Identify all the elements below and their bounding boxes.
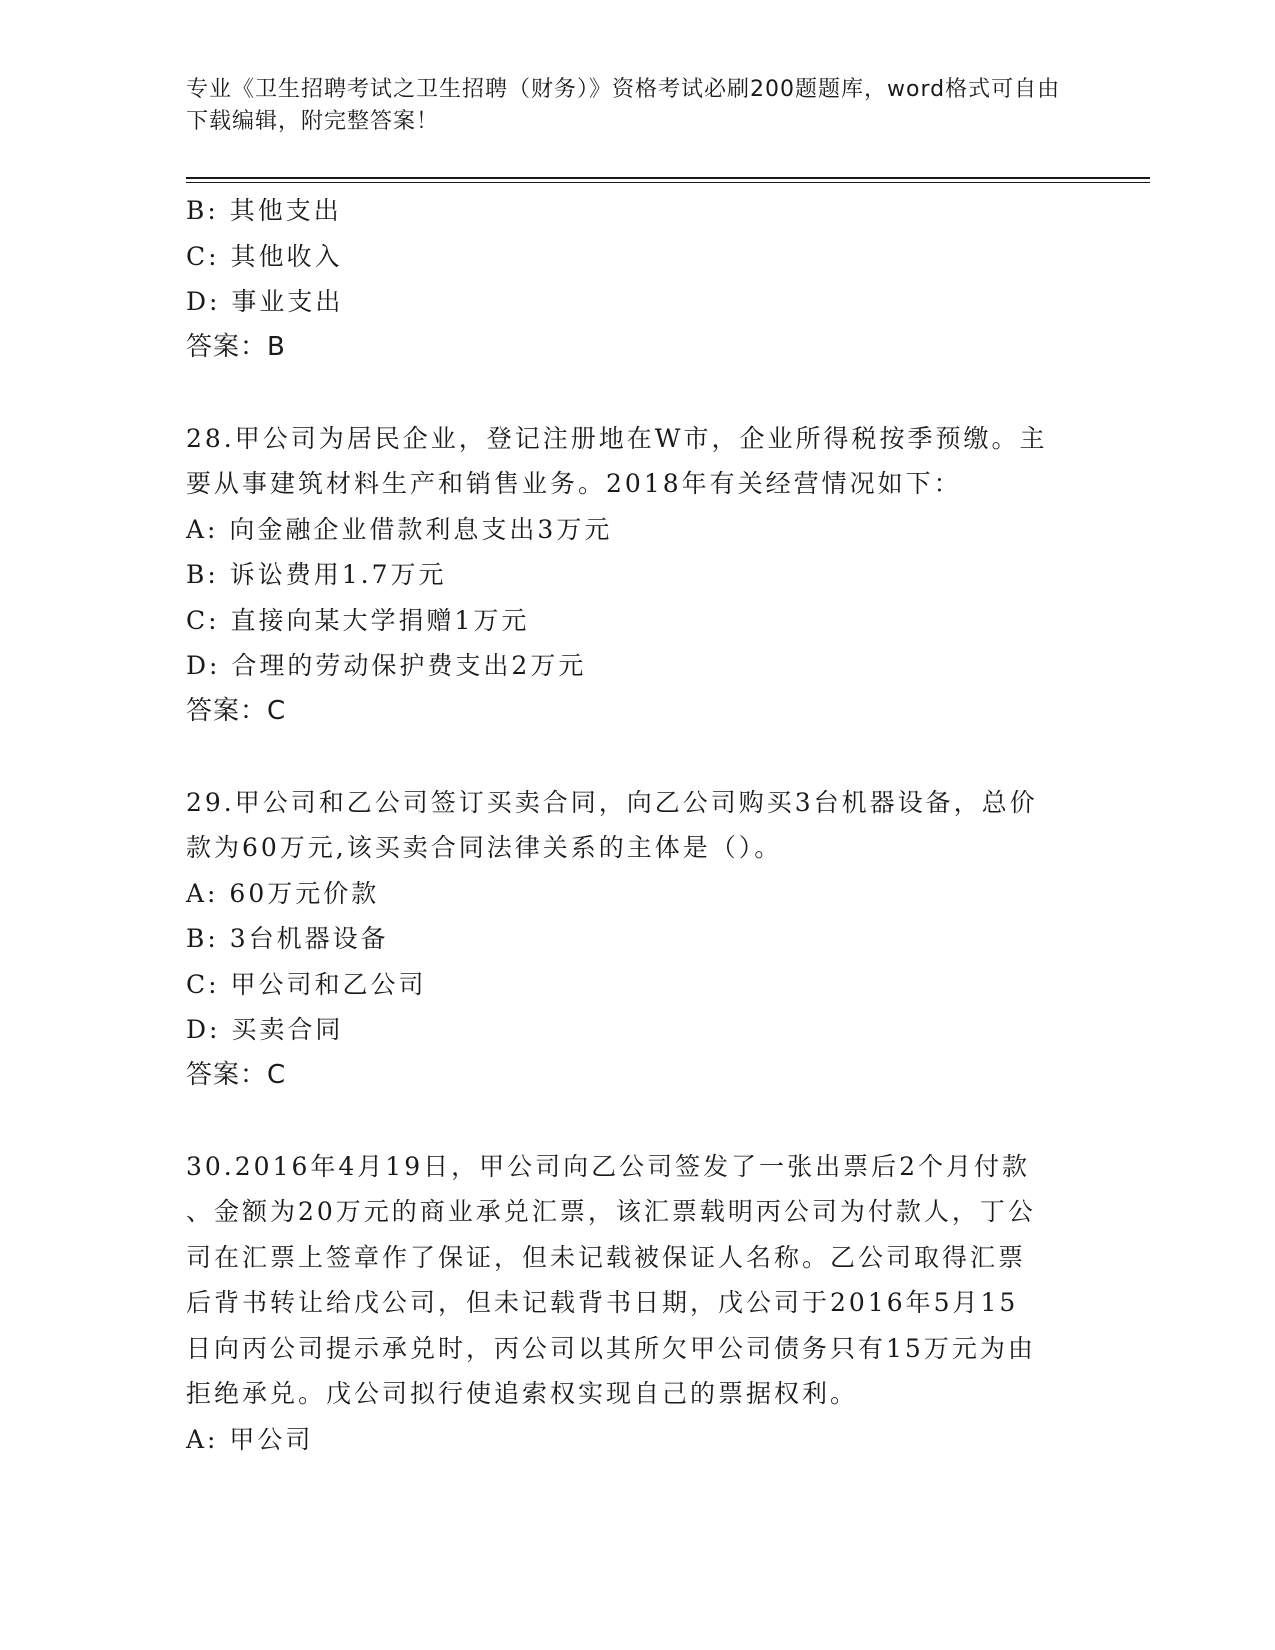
option: B: 其他支出 bbox=[186, 196, 342, 225]
option: D: 买卖合同 bbox=[186, 1015, 344, 1044]
question-stem-line: 要从事建筑材料生产和销售业务。2018年有关经营情况如下： bbox=[186, 469, 962, 498]
header-text: 专业《卫生招聘考试之卫生招聘（财务）》资格考试必刷200题题库，word格式可自由下载编辑，附完整答案！ bbox=[186, 77, 1061, 134]
option: B: 3台机器设备 bbox=[186, 924, 389, 953]
option: A: 甲公司 bbox=[186, 1424, 314, 1454]
question-stem-line: 款为60万元,该买卖合同法律关系的主体是（）。 bbox=[186, 833, 783, 862]
spacer bbox=[186, 370, 1066, 416]
answer: 答案：C bbox=[186, 695, 287, 726]
header-divider-thin bbox=[186, 182, 1150, 183]
answer: 答案：B bbox=[186, 331, 286, 362]
question-block bbox=[186, 188, 1066, 370]
question-stem-line: 29.甲公司和乙公司签订买卖合同，向乙公司购买3台机器设备，总价 bbox=[186, 787, 1038, 817]
question-stem-line: 30.2016年4月19日，甲公司向乙公司签发了一张出票后2个月付款 bbox=[186, 1151, 1031, 1181]
option: B: 诉讼费用1.7万元 bbox=[186, 560, 447, 589]
option: C: 甲公司和乙公司 bbox=[186, 969, 427, 999]
question-block bbox=[186, 416, 1066, 735]
question-stem-line: 拒绝承兑。戊公司拟行使追索权实现自己的票据权利。 bbox=[186, 1379, 859, 1408]
question-stem-line: 司在汇票上签章作了保证，但未记载被保证人名称。乙公司取得汇票 bbox=[186, 1242, 1027, 1272]
question-stem-line: 、金额为20万元的商业承兑汇票，该汇票载明丙公司为付款人，丁公 bbox=[186, 1197, 1036, 1226]
question-stem-line: 日向丙公司提示承兑时，丙公司以其所欠甲公司债务只有15万元为由 bbox=[186, 1333, 1036, 1363]
question-list bbox=[186, 188, 1066, 1462]
option: D: 合理的劳动保护费支出2万元 bbox=[186, 651, 587, 680]
option: D: 事业支出 bbox=[186, 287, 344, 316]
option: A: 60万元价款 bbox=[186, 878, 380, 908]
question-block bbox=[186, 780, 1066, 1099]
document-header bbox=[186, 74, 1066, 138]
spacer bbox=[186, 734, 1066, 780]
question-stem-line: 28.甲公司为居民企业，登记注册地在W市，企业所得税按季预缴。主 bbox=[186, 423, 1048, 453]
question-stem-line: 后背书转让给戊公司，但未记载背书日期，戊公司于2016年5月15 bbox=[186, 1288, 1019, 1317]
option: A: 向金融企业借款利息支出3万元 bbox=[186, 514, 613, 544]
option: C: 直接向某大学捐赠1万元 bbox=[186, 605, 530, 635]
header-divider-thick bbox=[186, 177, 1150, 179]
question-block bbox=[186, 1144, 1066, 1463]
option: C: 其他收入 bbox=[186, 241, 343, 271]
answer: 答案：C bbox=[186, 1059, 287, 1090]
spacer bbox=[186, 1098, 1066, 1144]
